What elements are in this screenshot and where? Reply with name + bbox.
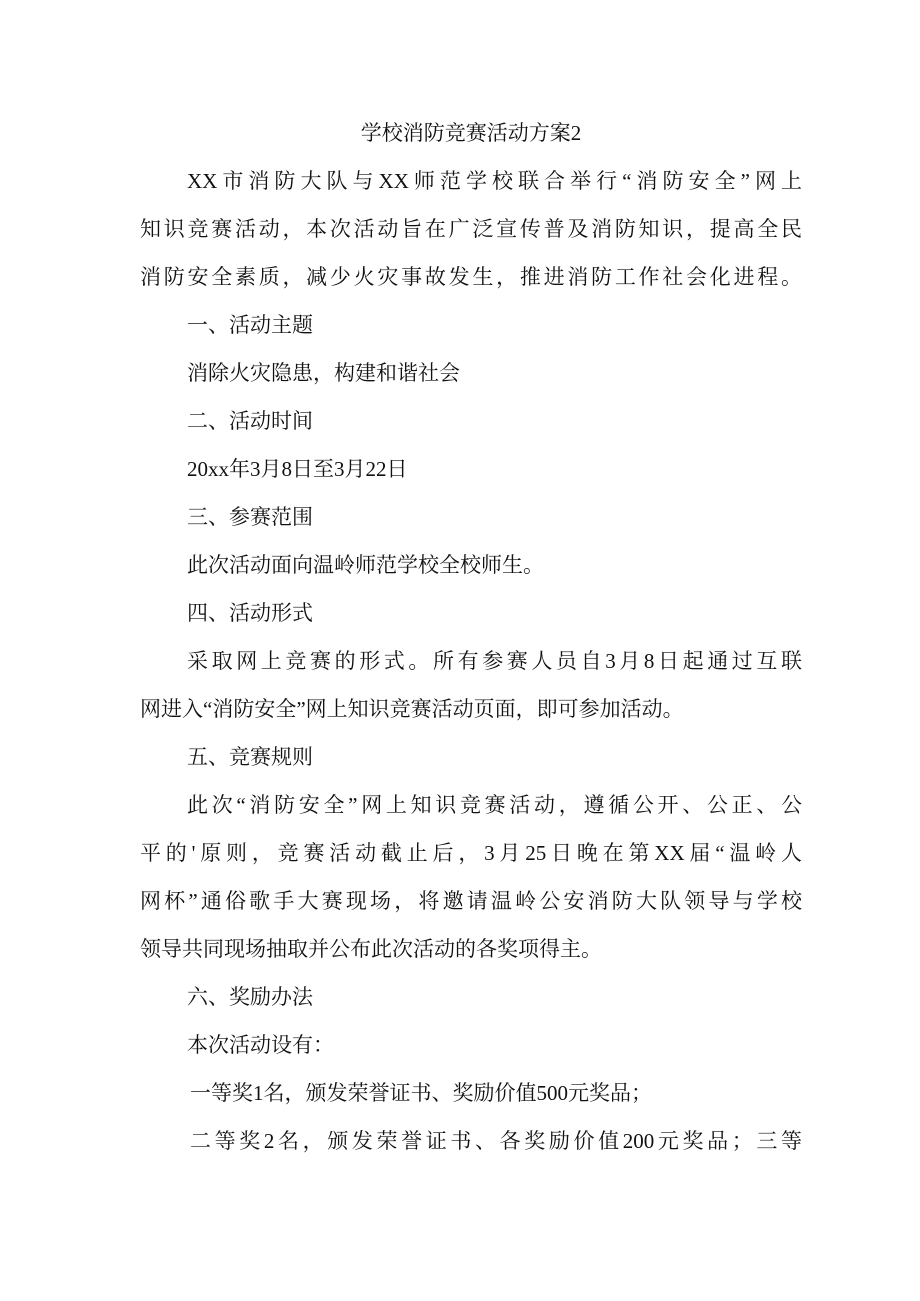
document-page (140, 109, 802, 1165)
paragraph-line: 本次活动设有： (187, 1033, 334, 1057)
paragraph-line: 平的'原则，竞赛活动截止后，3月25日晚在第XX届“温岭人 (140, 841, 802, 865)
section-heading: 四、活动形式 (187, 601, 313, 625)
paragraph-line: 此次活动面向温岭师范学校全校师生。 (187, 553, 544, 577)
paragraph-line: 网杯”通俗歌手大赛现场，将邀请温岭公安消防大队领导与学校 (140, 889, 802, 913)
paragraph-line: 网进入“消防安全”网上知识竞赛活动页面，即可参加活动。 (140, 697, 684, 721)
section-heading: 五、竞赛规则 (187, 745, 313, 769)
document-title: 学校消防竞赛活动方案2 (360, 121, 582, 145)
prize-line: 二等奖2名，颁发荣誉证书、各奖励价值200元奖品；三等 (190, 1129, 802, 1153)
paragraph-line: 消除火灾隐患，构建和谐社会 (187, 361, 460, 385)
section-heading: 二、活动时间 (187, 409, 313, 433)
section-heading: 六、奖励办法 (187, 985, 313, 1009)
paragraph-line: 20xx年3月8日至3月22日 (187, 457, 408, 481)
paragraph-line: 此次“消防安全”网上知识竞赛活动，遵循公开、公正、公 (187, 793, 802, 817)
paragraph-line: 领导共同现场抽取并公布此次活动的各奖项得主。 (140, 937, 602, 961)
prize-line: 一等奖1名，颁发荣誉证书、奖励价值500元奖品； (190, 1081, 652, 1105)
section-heading: 三、参赛范围 (187, 505, 313, 529)
paragraph-line: 知识竞赛活动，本次活动旨在广泛宣传普及消防知识，提高全民 (140, 217, 802, 241)
paragraph-line: XX市消防大队与XX师范学校联合举行“消防安全”网上 (187, 169, 802, 193)
paragraph-line: 采取网上竞赛的形式。所有参赛人员自3月8日起通过互联 (187, 649, 802, 673)
paragraph-line: 消防安全素质，减少火灾事故发生，推进消防工作社会化进程。 (140, 265, 802, 289)
section-heading: 一、活动主题 (187, 313, 313, 337)
